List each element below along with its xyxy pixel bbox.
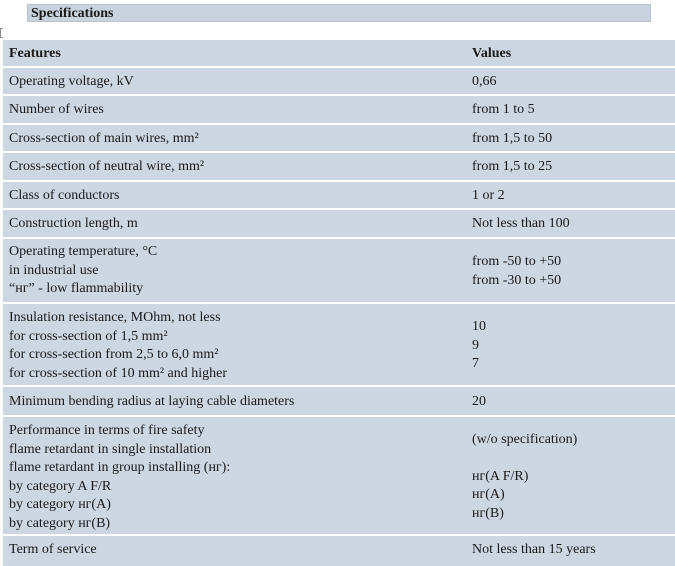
value-cell xyxy=(472,187,672,206)
header-features: Features xyxy=(9,46,61,61)
feature-cell xyxy=(9,215,459,234)
value-cell xyxy=(472,158,672,177)
table-row xyxy=(3,239,675,304)
feature-cell xyxy=(9,393,459,412)
feature-cell xyxy=(9,422,459,533)
table-row xyxy=(3,153,675,182)
feature-line: Performance in terms of fire safety xyxy=(9,423,205,438)
feature-line: “нг” - low flammability xyxy=(9,281,144,296)
feature-line: by category нг(B) xyxy=(9,515,111,531)
value-line: from 1,5 to 25 xyxy=(472,159,553,174)
feature-line: by category A F/R xyxy=(9,478,112,494)
value-line: 9 xyxy=(472,337,479,353)
feature-line: Operating temperature, °C xyxy=(9,244,158,259)
feature-line: flame retardant in group installing (нг): xyxy=(9,460,231,475)
feature-cell xyxy=(9,243,459,299)
feature-line: Insulation resistance, MOhm, not less xyxy=(9,310,221,325)
value-line: from 1 to 5 xyxy=(472,102,535,117)
feature-cell xyxy=(9,101,459,120)
feature-line: Minimum bending radius at laying cable diameters xyxy=(9,394,295,409)
table-row xyxy=(3,304,675,387)
value-line: from 1,5 to 50 xyxy=(472,131,553,146)
value-cell xyxy=(472,73,672,92)
feature-line: for cross-section from 2,5 to 6,0 mm² xyxy=(9,347,219,362)
feature-cell xyxy=(9,187,459,206)
table-header-row xyxy=(3,40,675,68)
specifications-table xyxy=(3,40,675,566)
value-line: 10 xyxy=(472,319,486,334)
table-row xyxy=(3,68,675,96)
value-cell xyxy=(472,393,672,412)
feature-line: Operating voltage, kV xyxy=(9,74,134,89)
value-line: 7 xyxy=(472,356,479,371)
header-values: Values xyxy=(472,46,512,61)
value-line: нг(A F/R) xyxy=(472,468,529,484)
value-line: нг(B) xyxy=(472,505,504,521)
value-line: Not less than 15 years xyxy=(472,542,596,557)
table-row xyxy=(3,417,675,536)
feature-line: Construction length, m xyxy=(9,216,138,231)
value-cell xyxy=(472,130,672,149)
feature-line: Term of service xyxy=(9,542,97,557)
value-line: нг(A) xyxy=(472,487,505,502)
table-row xyxy=(3,536,675,566)
value-cell xyxy=(472,101,672,120)
feature-line: for cross-section of 10 mm² and higher xyxy=(9,365,228,381)
table-row xyxy=(3,182,675,210)
feature-line: Number of wires xyxy=(9,102,104,117)
table-row xyxy=(3,125,675,153)
feature-line: Cross-section of neutral wire, mm² xyxy=(9,159,205,174)
feature-line: flame retardant in single installation xyxy=(9,441,212,457)
table-row xyxy=(3,210,675,239)
value-line: 0,66 xyxy=(472,74,497,89)
value-cell xyxy=(472,215,672,234)
value-cell xyxy=(472,253,672,290)
value-line: 20 xyxy=(472,394,486,409)
feature-cell xyxy=(9,309,459,383)
feature-cell xyxy=(9,541,459,560)
value-cell xyxy=(472,541,672,560)
page-title: Specifications xyxy=(31,6,114,21)
table-row xyxy=(3,96,675,125)
value-cell xyxy=(472,318,672,374)
value-line: 1 or 2 xyxy=(472,188,505,203)
feature-line: for cross-section of 1,5 mm² xyxy=(9,328,168,344)
section-title-bar xyxy=(27,4,651,22)
value-line: from -30 to +50 xyxy=(472,272,562,288)
feature-cell xyxy=(9,158,459,177)
feature-line: in industrial use xyxy=(9,262,99,278)
table-anchor-mark xyxy=(0,28,3,38)
value-line: (w/o specification) xyxy=(472,432,578,447)
feature-cell xyxy=(9,73,459,92)
value-line: from -50 to +50 xyxy=(472,254,562,269)
feature-line: Class of conductors xyxy=(9,188,120,203)
feature-line: by category нг(A) xyxy=(9,497,111,512)
value-cell xyxy=(472,431,672,523)
value-line: Not less than 100 xyxy=(472,216,570,231)
feature-line: Cross-section of main wires, mm² xyxy=(9,131,199,146)
feature-cell xyxy=(9,130,459,149)
table-row xyxy=(3,387,675,417)
